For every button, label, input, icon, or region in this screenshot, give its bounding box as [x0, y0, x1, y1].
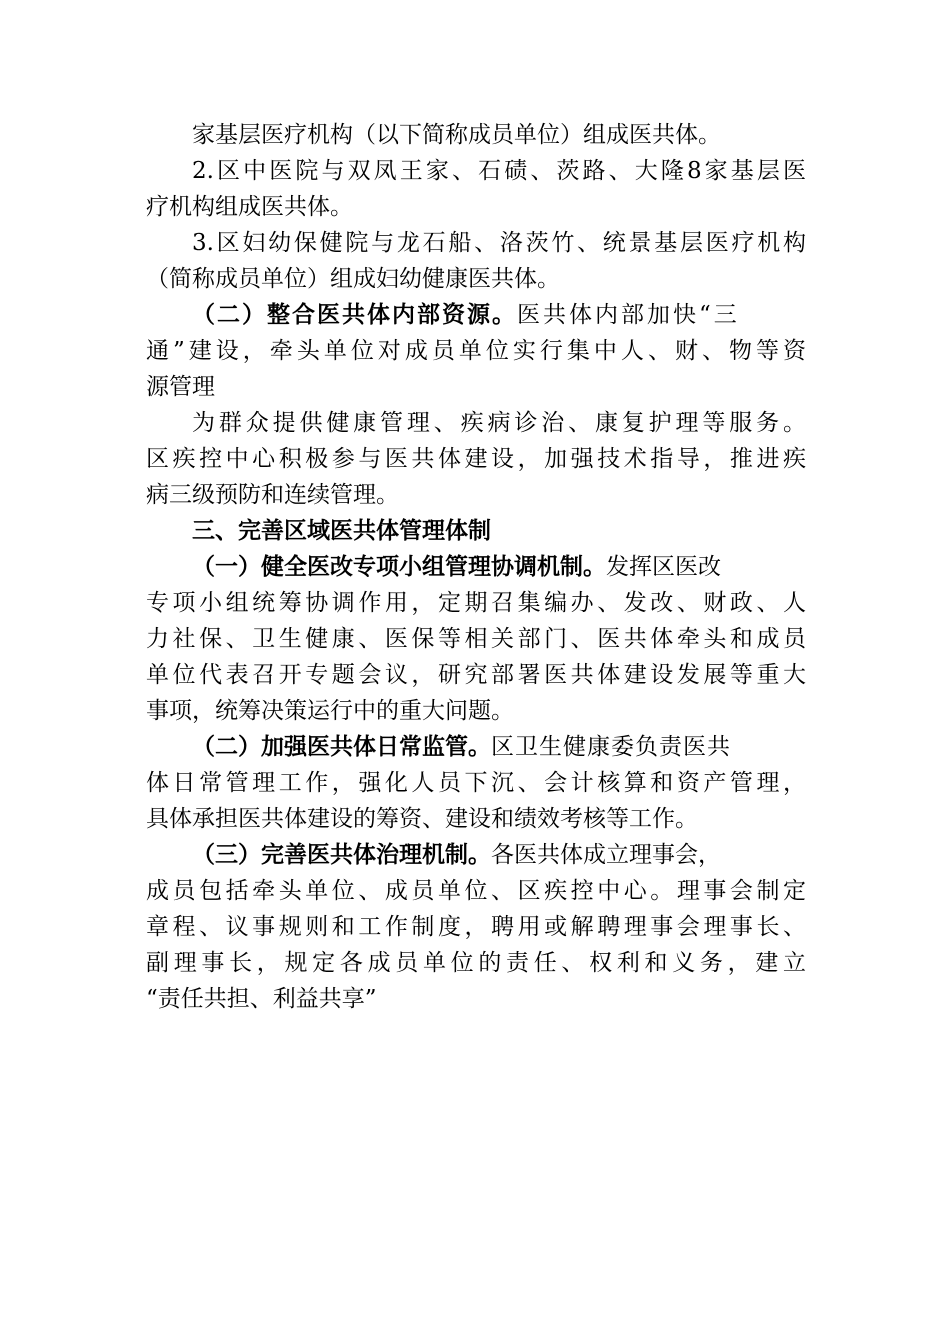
subsection-heading: （二）整合医共体内部资源。	[192, 302, 517, 328]
paragraph-line: 病三级预防和连续管理。	[146, 482, 399, 508]
paragraph-text: 各医共体成立理事会，	[491, 842, 721, 868]
paragraph-line: 通”建设，牵头单位对成员单位实行集中人、财、物等资	[146, 338, 806, 364]
paragraph-line: 专项小组统筹协调作用，定期召集编办、发改、财政、人	[146, 590, 806, 616]
paragraph-text: 区卫生健康委负责医共	[491, 734, 731, 760]
paragraph-line: 为群众提供健康管理、疾病诊治、康复护理等服务。	[192, 410, 806, 436]
paragraph-line	[192, 837, 806, 873]
paragraph-line: 章程、议事规则和工作制度，聘用或解聘理事会理事长、	[146, 914, 806, 940]
paragraph-line: 源管理	[146, 374, 215, 400]
paragraph-line: 3.区妇幼保健院与龙石船、洛茨竹、统景基层医疗机构	[192, 230, 806, 256]
paragraph-line: “责任共担、利益共享”	[146, 986, 377, 1012]
paragraph-line: 成员包括牵头单位、成员单位、区疾控中心。理事会制定	[146, 878, 806, 904]
paragraph-line: 疗机构组成医共体。	[146, 194, 353, 220]
paragraph-line: 力社保、卫生健康、医保等相关部门、医共体牵头和成员	[146, 626, 806, 652]
paragraph-line: 副理事长，规定各成员单位的责任、权利和义务，建立	[146, 950, 806, 976]
subsection-heading: （二）加强医共体日常监管。	[192, 734, 491, 760]
paragraph-line: 2.区中医院与双凤王家、石碛、茨路、大隆8家基层医	[192, 158, 806, 184]
paragraph-text: 发挥区医改	[606, 554, 721, 580]
subsection-heading: （一）健全医改专项小组管理协调机制。	[192, 554, 606, 580]
paragraph-line: 区疾控中心积极参与医共体建设，加强技术指导，推进疾	[146, 446, 806, 472]
paragraph-text: 医共体内部加快“三	[517, 302, 740, 328]
paragraph-line: 体日常管理工作，强化人员下沉、会计核算和资产管理，	[146, 770, 806, 796]
paragraph-line	[192, 297, 806, 333]
paragraph-line: 具体承担医共体建设的筹资、建设和绩效考核等工作。	[146, 806, 698, 832]
paragraph-line	[192, 549, 806, 585]
section-title: 三、完善区域医共体管理体制	[192, 518, 491, 544]
paragraph-line: 事项，统筹决策运行中的重大问题。	[146, 698, 514, 724]
paragraph-line: 家基层医疗机构（以下简称成员单位）组成医共体。	[192, 122, 721, 148]
paragraph-line: 单位代表召开专题会议，研究部署医共体建设发展等重大	[146, 662, 806, 688]
paragraph-line: （简称成员单位）组成妇幼健康医共体。	[146, 266, 560, 292]
paragraph-line	[192, 729, 806, 765]
subsection-heading: （三）完善医共体治理机制。	[192, 842, 491, 868]
